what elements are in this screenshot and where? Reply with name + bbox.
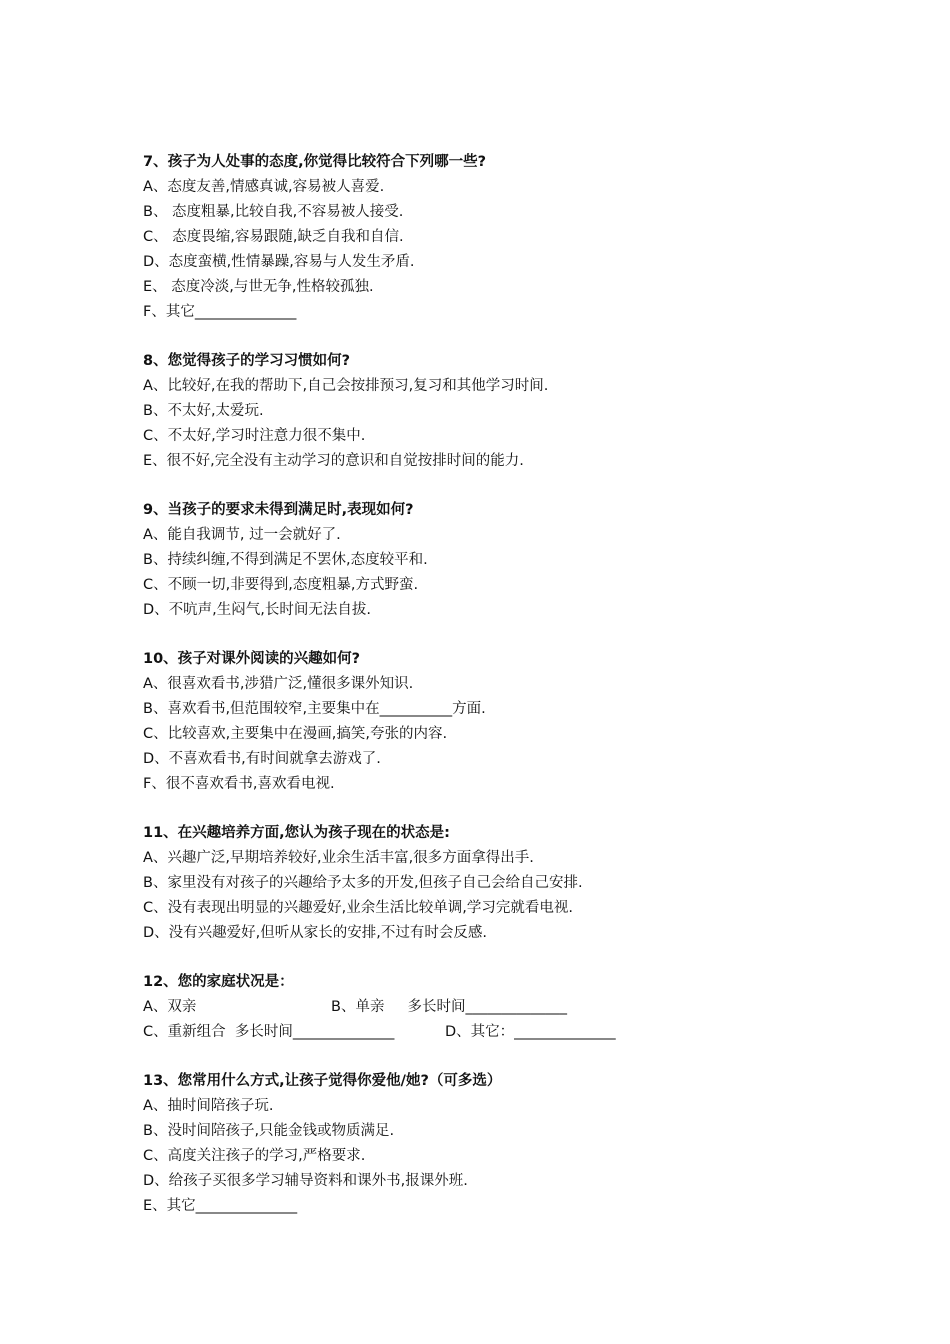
- option-item: B、 态度粗暴,比较自我,不容易被人接受.: [143, 204, 404, 220]
- option-item: C、不顾一切,非要得到,态度粗暴,方式野蛮.: [143, 577, 419, 593]
- option-item: B、没时间陪孩子,只能金钱或物质满足.: [143, 1123, 395, 1139]
- option-item: D、给孩子买很多学习辅导资料和课外书,报课外班.: [143, 1173, 468, 1189]
- option-item: D、没有兴趣爱好,但听从家长的安排,不过有时会反感.: [143, 925, 487, 941]
- option-item: A、双亲: [143, 999, 197, 1015]
- option-row: [143, 995, 843, 1020]
- option-item: A、态度友善,情感真诚,容易被人喜爱.: [143, 179, 385, 195]
- question-12: [143, 970, 843, 1045]
- question-title: 9、当孩子的要求未得到满足时,表现如何?: [143, 502, 414, 518]
- question-title: 10、孩子对课外阅读的兴趣如何?: [143, 651, 361, 667]
- option-item: B、喜欢看书,但范围较窄,主要集中在__________方面.: [143, 701, 486, 717]
- option-item: A、能自我调节, 过一会就好了.: [143, 527, 341, 543]
- option-item: F、其它______________: [143, 304, 297, 320]
- option-item: C、高度关注孩子的学习,严格要求.: [143, 1148, 366, 1164]
- option-item: D、不喜欢看书,有时间就拿去游戏了.: [143, 751, 381, 767]
- option-row: [143, 1020, 843, 1045]
- option-item: A、兴趣广泛,早期培养较好,业余生活丰富,很多方面拿得出手.: [143, 850, 534, 866]
- option-item: F、很不喜欢看书,喜欢看电视.: [143, 776, 335, 792]
- option-item: C、 态度畏缩,容易跟随,缺乏自我和自信.: [143, 229, 404, 245]
- option-item: C、重新组合 多长时间______________: [143, 1024, 395, 1040]
- question-title: 11、在兴趣培养方面,您认为孩子现在的状态是:: [143, 825, 450, 841]
- question-13: [143, 1069, 843, 1219]
- option-item: C、比较喜欢,主要集中在漫画,搞笑,夸张的内容.: [143, 726, 448, 742]
- question-7: [143, 150, 843, 325]
- question-title: 8、您觉得孩子的学习习惯如何?: [143, 353, 350, 369]
- option-item: B、单亲 多长时间______________: [331, 999, 567, 1015]
- option-item: C、没有表现出明显的兴趣爱好,业余生活比较单调,学习完就看电视.: [143, 900, 573, 916]
- question-title: 7、孩子为人处事的态度,你觉得比较符合下列哪一些?: [143, 154, 487, 170]
- question-10: [143, 647, 843, 797]
- option-item: B、不太好,太爱玩.: [143, 403, 264, 419]
- question-title: 13、您常用什么方式,让孩子觉得你爱他/她?（可多选）: [143, 1073, 502, 1089]
- option-item: E、 态度冷淡,与世无争,性格较孤独.: [143, 279, 374, 295]
- option-item: A、很喜欢看书,涉猎广泛,懂很多课外知识.: [143, 676, 414, 692]
- option-item: D、不吭声,生闷气,长时间无法自拔.: [143, 602, 371, 618]
- question-11: [143, 821, 843, 946]
- question-9: [143, 498, 843, 623]
- option-item: D、其它：______________: [445, 1024, 616, 1040]
- option-item: E、很不好,完全没有主动学习的意识和自觉按排时间的能力.: [143, 453, 524, 469]
- option-item: A、抽时间陪孩子玩.: [143, 1098, 274, 1114]
- option-item: A、比较好,在我的帮助下,自己会按排预习,复习和其他学习时间.: [143, 378, 549, 394]
- option-item: D、态度蛮横,性情暴躁,容易与人发生矛盾.: [143, 254, 415, 270]
- question-title: 12、您的家庭状况是：: [143, 974, 294, 990]
- questionnaire-page: [143, 150, 843, 1243]
- option-item: C、不太好,学习时注意力很不集中.: [143, 428, 366, 444]
- question-8: [143, 349, 843, 474]
- option-item: E、其它______________: [143, 1198, 298, 1214]
- option-item: B、持续纠缠,不得到满足不罢休,态度较平和.: [143, 552, 428, 568]
- option-item: B、家里没有对孩子的兴趣给予太多的开发,但孩子自己会给自己安排.: [143, 875, 583, 891]
